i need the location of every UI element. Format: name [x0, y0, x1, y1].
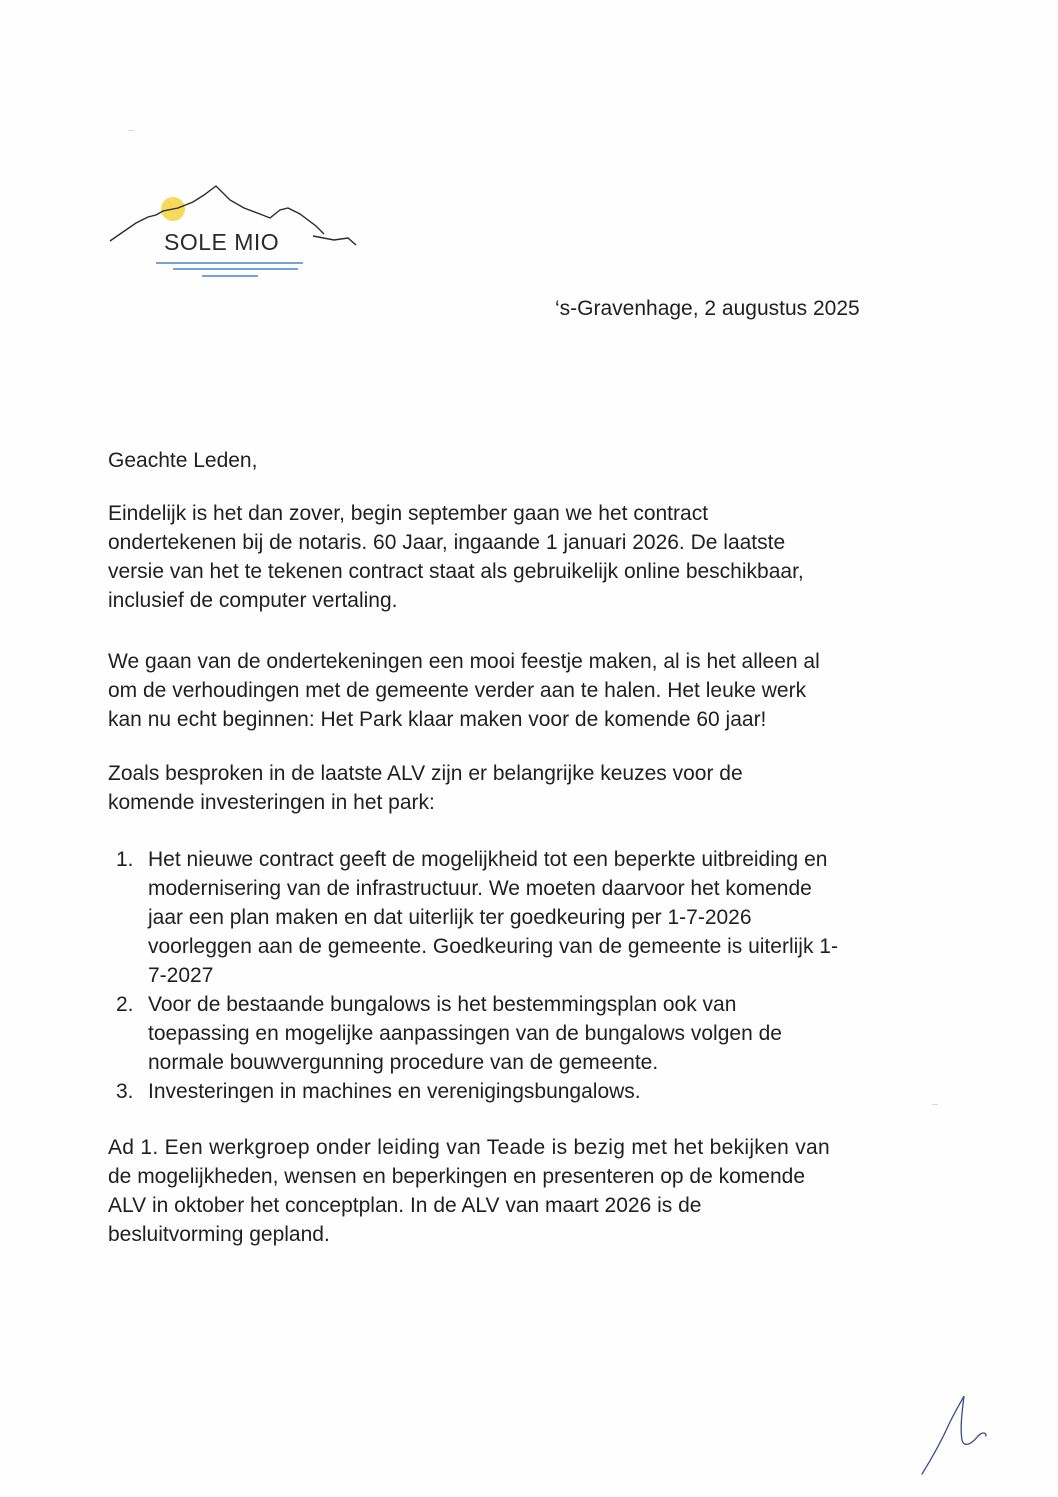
paragraph-contract — [108, 499, 804, 615]
list-item — [108, 990, 838, 1077]
text-line: Ad 1. Een werkgroep onder leiding van Teade is bezig met het bekijken van — [108, 1136, 830, 1159]
logo-wordmark: SOLE MIO — [164, 229, 280, 255]
list-item — [108, 845, 838, 990]
text-line: modernisering van de infrastructuur. We moeten daarvoor het komende — [148, 877, 812, 900]
date-line: ‘s-Gravenhage, 2 augustus 2025 — [555, 297, 860, 320]
list-number: 3. — [116, 1080, 134, 1103]
text-line: Investeringen in machines en verenigingsbungalows. — [148, 1080, 641, 1103]
text-line: de mogelijkheden, wensen en beperkingen en presenteren op de komende — [108, 1165, 805, 1188]
text-line: voorleggen aan de gemeente. Goedkeuring van de gemeente is uiterlijk 1- — [148, 935, 838, 958]
text-line: versie van het te tekenen contract staat als gebruikelijk online beschikbaar, — [108, 560, 804, 583]
salutation: Geachte Leden, — [108, 449, 258, 472]
text-line: Voor de bestaande bungalows is het bestemmingsplan ook van — [148, 993, 737, 1016]
paragraph-investments-intro — [108, 759, 743, 817]
list-number: 2. — [116, 993, 134, 1016]
list-number: 1. — [116, 848, 134, 871]
handwritten-initial-signature — [918, 1392, 998, 1482]
text-line: Het nieuwe contract geeft de mogelijkheid tot een beperkte uitbreiding en — [148, 848, 828, 871]
list-item — [108, 1077, 838, 1106]
text-line: kan nu echt beginnen: Het Park klaar maken voor de komende 60 jaar! — [108, 708, 767, 731]
text-line: ondertekenen bij de notaris. 60 Jaar, ingaande 1 januari 2026. De laatste — [108, 531, 786, 554]
text-line: jaar een plan maken en dat uiterlijk ter goedkeuring per 1-7-2026 — [148, 906, 752, 929]
text-line: Eindelijk is het dan zover, begin september gaan we het contract — [108, 502, 709, 525]
text-line: komende investeringen in het park: — [108, 791, 435, 814]
text-line: inclusief de computer vertaling. — [108, 589, 398, 612]
investment-list — [108, 845, 838, 1106]
text-line: ALV in oktober het conceptplan. In de ALV van maart 2026 is de — [108, 1194, 702, 1217]
scan-speck — [932, 1104, 938, 1105]
sole-mio-logo — [108, 178, 368, 288]
text-line: We gaan van de ondertekeningen een mooi feestje maken, al is het alleen al — [108, 650, 820, 673]
text-line: normale bouwvergunning procedure van de gemeente. — [148, 1051, 659, 1074]
text-line: besluitvorming gepland. — [108, 1223, 330, 1246]
text-line: Zoals besproken in de laatste ALV zijn er belangrijke keuzes voor de — [108, 762, 743, 785]
paragraph-celebration — [108, 647, 820, 734]
text-line: om de verhoudingen met de gemeente verder aan te halen. Het leuke werk — [108, 679, 807, 702]
mountain-tail-icon — [313, 236, 356, 245]
scan-speck — [128, 130, 134, 131]
paragraph-ad1 — [108, 1133, 830, 1249]
text-line: 7-2027 — [148, 964, 214, 987]
text-line: toepassing en mogelijke aanpassingen van de bungalows volgen de — [148, 1022, 782, 1045]
